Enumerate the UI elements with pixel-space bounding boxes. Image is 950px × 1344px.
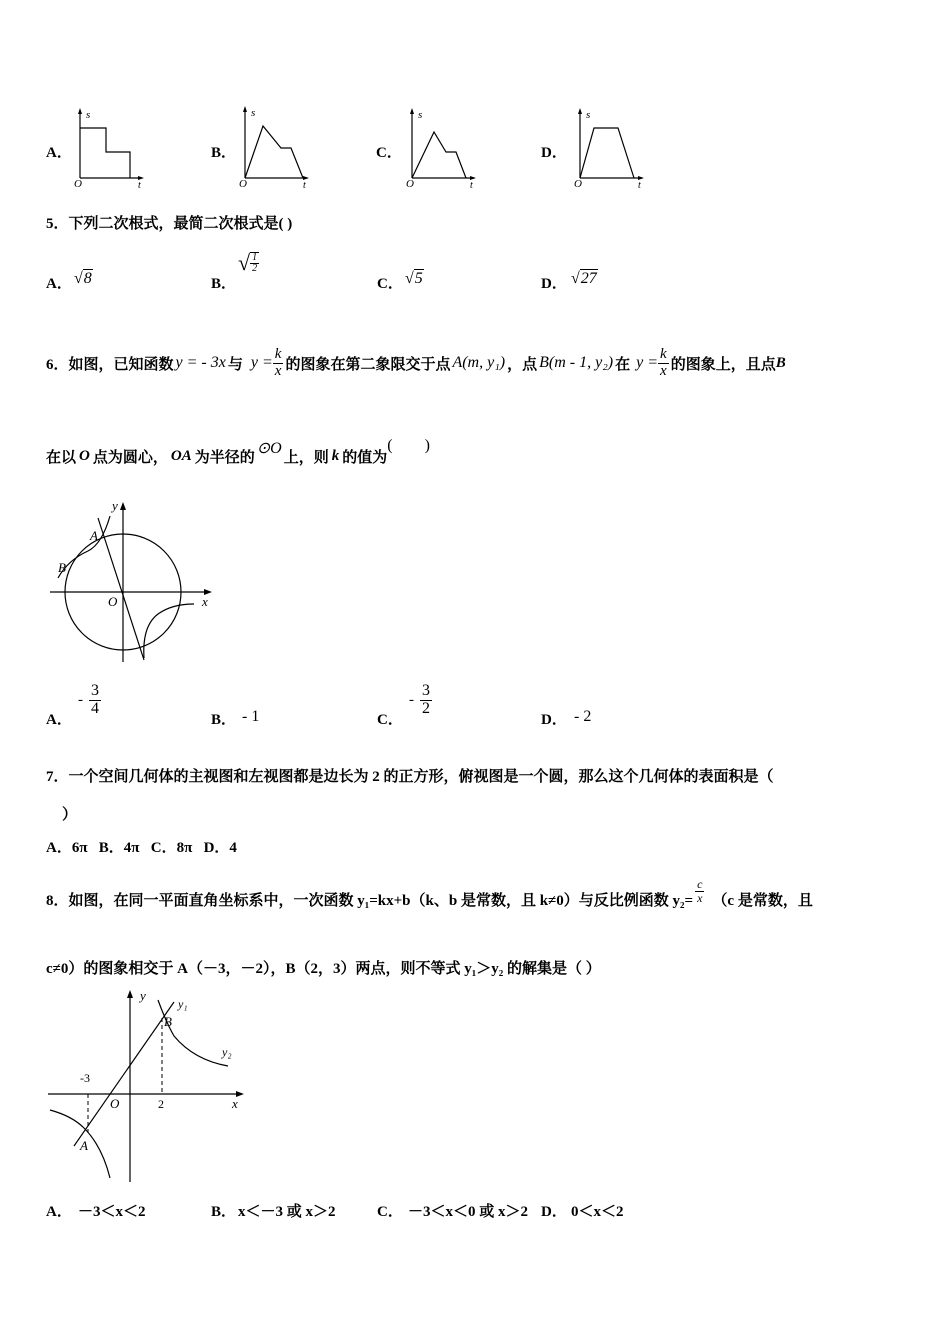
- q4-d-axis-t: t: [638, 180, 641, 191]
- q6-o-letter: O: [79, 447, 90, 464]
- q6-point-a: A(m, y₁): [452, 354, 506, 371]
- q8-fig-label-2: 2: [158, 1097, 164, 1111]
- q6-func3-lhs: y =: [636, 354, 659, 371]
- q6-option-a-value: - $\frac{3}{4}$: [78, 682, 99, 717]
- q6-func2-frac: $\frac{k}{x}$: [274, 345, 282, 379]
- q6-fig-label-b: B: [58, 560, 66, 575]
- q6-fig-label-x: x: [202, 594, 208, 609]
- q6-func1: y = - 3x: [175, 354, 226, 371]
- q6-line2-e: 的值为: [342, 449, 388, 466]
- q8-frac: $\frac{c}{x}$: [697, 876, 703, 905]
- q6-text4: 在: [615, 356, 631, 373]
- q5-option-a-value: √8: [74, 270, 92, 287]
- q5-option-c-value: √5: [405, 270, 423, 287]
- q6-text2: 的图象在第二象限交于点: [285, 356, 451, 373]
- q7-options: A．6π B．4π C．8π D．4: [46, 840, 237, 856]
- q4-d-axis-s: s: [586, 109, 591, 121]
- q4-graph-b: [237, 104, 317, 191]
- q6-option-c-label: C．: [377, 712, 403, 728]
- q6-number: 6．如图，已知函数: [46, 356, 174, 373]
- q8-fig-label-b: B: [164, 1014, 172, 1029]
- q4-option-b-label: B．: [211, 145, 237, 161]
- q5-option-a-label: A．: [46, 276, 72, 292]
- q4-a-axis-s: s: [86, 109, 91, 121]
- q8-stem-line2: c≠0）的图象相交于 A（－3，－2），B（2，3）两点，则不等式 y₁＞y₂ 的解集是（ ）: [46, 961, 601, 977]
- q6-point-b: B(m - 1, y₂): [539, 354, 614, 371]
- q6-line2-b: 点为圆心，: [92, 449, 168, 466]
- q8-fig-label-a: A: [80, 1138, 88, 1153]
- q7-stem: 7．一个空间几何体的主视图和左视图都是边长为 2 的正方形，俯视图是一个圆，那么这个几何体的表面积是（: [46, 769, 774, 785]
- q6-stem-line1: [46, 338, 786, 388]
- q6-func3-frac: $\frac{k}{x}$: [660, 345, 667, 379]
- q6-oa: OA: [170, 447, 192, 464]
- q6-text5: 的图象上，且点: [670, 356, 776, 373]
- q5-option-b-label: B．: [211, 276, 237, 292]
- q6-answer-paren: ( ): [387, 437, 430, 454]
- q6-fig-label-y: y: [112, 498, 118, 513]
- q6-figure: [48, 496, 218, 666]
- q8-option-d-text: 0＜x＜2: [571, 1204, 624, 1220]
- q8-line1-a: 8．如图，在同一平面直角坐标系中，一次函数 y₁=kx+b（k、b 是常数，且 k≠0）与反比例函数 y₂=: [46, 892, 694, 909]
- q6-stem-line2: [46, 438, 430, 474]
- q7-stem-end: ）: [62, 807, 78, 823]
- q6-option-a-label: A．: [46, 712, 72, 728]
- q6-func2-lhs: y =: [250, 354, 273, 371]
- q6-option-c-value: - $\frac{3}{2}$: [409, 682, 430, 717]
- q4-option-c-label: C．: [376, 145, 402, 161]
- q6-option-d-label: D．: [541, 712, 567, 728]
- q4-option-d-label: D．: [541, 145, 567, 161]
- q6-option-b-value: - 1: [242, 708, 260, 725]
- q4-graph-a: [72, 106, 152, 191]
- q8-option-b-text: x＜－3 或 x＞2: [238, 1204, 336, 1220]
- q6-option-d-value: - 2: [574, 708, 592, 725]
- q4-d-origin: O: [574, 178, 582, 190]
- q8-fig-label-o: O: [110, 1096, 120, 1111]
- q4-option-a-label: A．: [46, 145, 72, 161]
- q4-a-axis-t: t: [138, 180, 141, 191]
- q8-option-b-label: B．: [211, 1204, 237, 1220]
- q8-fig-label-minus3: -3: [80, 1071, 90, 1085]
- q4-b-axis-t: t: [303, 180, 306, 191]
- q6-b-letter: B: [775, 354, 786, 371]
- q5-option-b-value: √ $\frac{1}{2}$: [238, 250, 258, 275]
- q4-c-origin: O: [406, 178, 414, 190]
- q8-line1-b: （c 是常数，且: [712, 892, 813, 909]
- q4-b-origin: O: [239, 178, 247, 190]
- q4-a-origin: O: [74, 178, 82, 190]
- q4-graph-c: [404, 106, 484, 191]
- q8-option-c-text: －3＜x＜0 或 x＞2: [408, 1204, 529, 1220]
- q6-k-letter: k: [331, 447, 340, 464]
- q6-fig-label-a: A: [90, 528, 98, 543]
- q5-option-c-label: C．: [377, 276, 403, 292]
- q6-text3: ，点: [507, 356, 538, 373]
- q5-option-d-value: √27: [571, 270, 597, 287]
- q8-fig-label-x: x: [232, 1096, 238, 1111]
- q6-line2-c: 为半径的: [194, 449, 255, 466]
- q6-yu: 与: [227, 356, 243, 373]
- q5-option-d-label: D．: [541, 276, 567, 292]
- q4-b-axis-s: s: [251, 107, 256, 119]
- q8-option-c-label: C．: [377, 1204, 403, 1220]
- q5-stem: 5．下列二次根式，最简二次根式是( ): [46, 216, 293, 232]
- q8-option-a-label: A．: [46, 1204, 72, 1220]
- q6-option-b-label: B．: [211, 712, 237, 728]
- q8-fig-label-y1: y₁: [178, 997, 188, 1011]
- q6-line2-d: 上，则: [283, 449, 329, 466]
- q4-c-axis-s: s: [418, 109, 423, 121]
- q8-fig-label-y2: y₂: [222, 1045, 232, 1059]
- q8-figure: [44, 986, 254, 1186]
- q8-stem-line1: [46, 874, 813, 924]
- q8-fig-label-y: y: [140, 988, 146, 1003]
- q4-c-axis-t: t: [470, 180, 473, 191]
- q6-circle-symbol: ⊙O: [256, 440, 282, 457]
- q8-option-a-text: －3＜x＜2: [78, 1204, 146, 1220]
- q8-option-d-label: D．: [541, 1204, 567, 1220]
- q6-fig-label-o: O: [108, 594, 118, 609]
- q4-graph-d: [572, 106, 652, 191]
- q6-line2-a: 在以: [46, 449, 77, 466]
